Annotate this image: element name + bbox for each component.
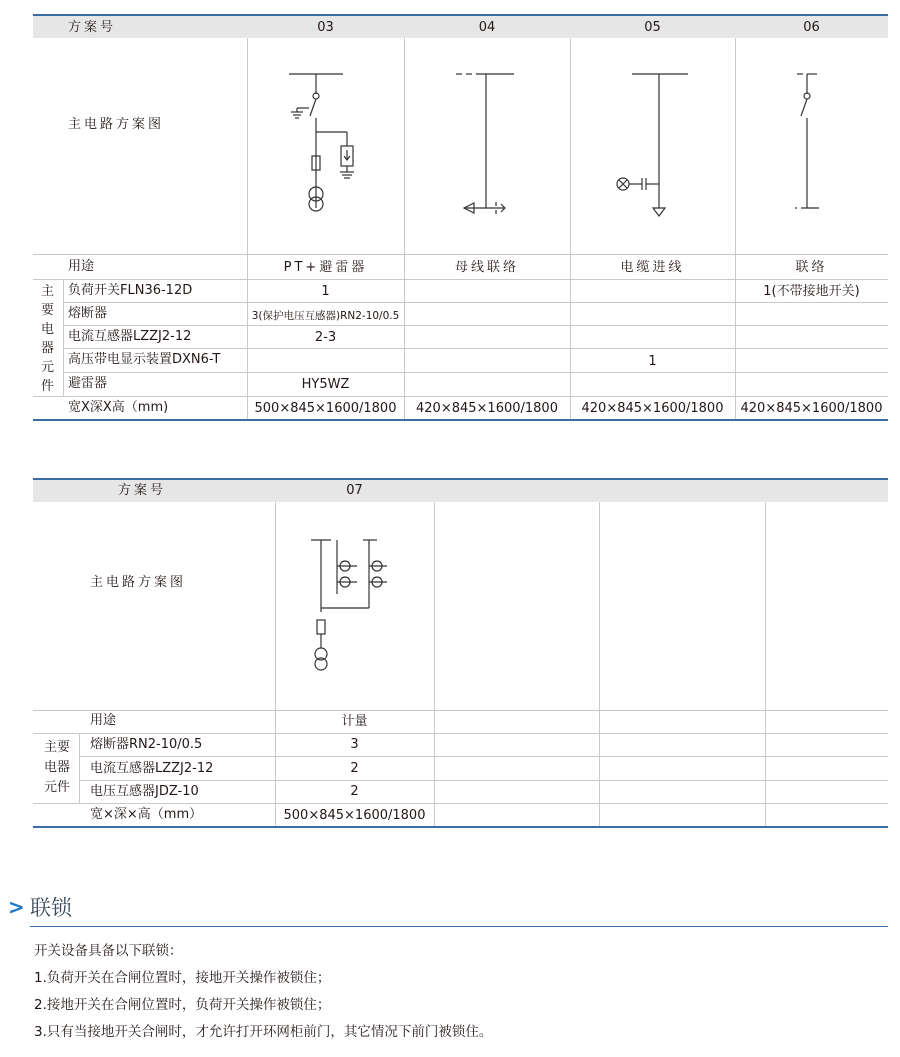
- component-name: 电流互感器LZZJ2-12: [90, 761, 214, 776]
- component-name: 避雷器: [68, 376, 108, 391]
- component-name: 电流互感器LZZJ2-12: [68, 329, 192, 344]
- usage-label: 用途: [90, 713, 117, 728]
- usage-05: 电缆进线: [620, 260, 685, 275]
- dims-07: 500×845×1600/1800: [283, 808, 426, 823]
- scheme-03: 03: [317, 20, 334, 35]
- cell-value: 2: [350, 784, 359, 799]
- component-name: 负荷开关FLN36-12D: [68, 283, 193, 298]
- cell-value: 3: [350, 737, 359, 752]
- dims-label: 宽X深X高（mm): [68, 400, 169, 415]
- diagram-label: 主电路方案图: [68, 117, 165, 132]
- cell-value: 2-3: [314, 330, 337, 345]
- usage-label: 用途: [68, 259, 95, 274]
- scheme-label: 方案号: [68, 20, 117, 35]
- component-name: 高压带电显示装置DXN6-T: [68, 352, 221, 367]
- interlock-intro: 开关设备具备以下联锁：: [34, 943, 183, 959]
- main-label-char: 器: [41, 341, 55, 356]
- main-label-line: 电器: [44, 760, 71, 775]
- main-label-char: 件: [41, 379, 55, 394]
- main-label-char: 要: [41, 303, 55, 318]
- dims-06: 420×845×1600/1800: [740, 401, 883, 416]
- scheme-06: 06: [803, 20, 820, 35]
- main-label-line: 主要: [44, 740, 71, 755]
- scheme-05: 05: [644, 20, 661, 35]
- cell-value: 1(不带接地开关): [763, 284, 860, 299]
- component-name: 熔断器: [68, 306, 108, 321]
- circuit-diagram-05: [570, 38, 735, 254]
- interlock-item: 3.只有当接地开关合闸时，才允许打开环网柜前门，其它情况下前门被锁住。: [34, 1024, 493, 1040]
- dims-05: 420×845×1600/1800: [581, 401, 724, 416]
- cell-value: 3(保护电压互感器)RN2-10/0.5: [251, 310, 400, 322]
- interlock-item: 2.接地开关在合闸位置时，负荷开关操作被锁住；: [34, 997, 331, 1013]
- component-name: 电压互感器JDZ-10: [90, 784, 199, 799]
- cell-value: 2: [350, 761, 359, 776]
- dims-03: 500×845×1600/1800: [254, 401, 397, 416]
- cell-value: 1: [648, 354, 657, 369]
- main-label-char: 元: [41, 360, 55, 375]
- circuit-diagram-07: [275, 502, 434, 710]
- cell-value: HY5WZ: [301, 377, 350, 392]
- dims-04: 420×845×1600/1800: [416, 401, 558, 416]
- diagram-label: 主电路方案图: [90, 575, 187, 590]
- section-arrow-icon: >: [8, 895, 25, 919]
- main-label-char: 主: [41, 284, 55, 299]
- circuit-diagram-06: [735, 38, 888, 254]
- cell-value: 1: [321, 284, 330, 299]
- main-label-line: 元件: [44, 780, 71, 795]
- section-title: 联锁: [30, 896, 72, 920]
- circuit-diagram-04: [404, 38, 570, 254]
- scheme-04: 04: [478, 20, 496, 35]
- main-label-char: 电: [41, 322, 55, 337]
- scheme-07: 07: [346, 483, 363, 498]
- component-name: 熔断器RN2-10/0.5: [90, 737, 203, 752]
- circuit-diagram-03: [247, 38, 404, 254]
- interlock-item: 1.负荷开关在合闸位置时，接地开关操作被锁住；: [34, 970, 331, 986]
- usage-06: 联络: [795, 260, 828, 275]
- usage-07: 计量: [341, 714, 368, 729]
- scheme-label: 方案号: [118, 483, 167, 498]
- usage-03: PT+避雷器: [283, 260, 368, 275]
- dims-label: 宽×深×高（mm）: [90, 807, 203, 822]
- usage-04: 母线联络: [454, 260, 519, 275]
